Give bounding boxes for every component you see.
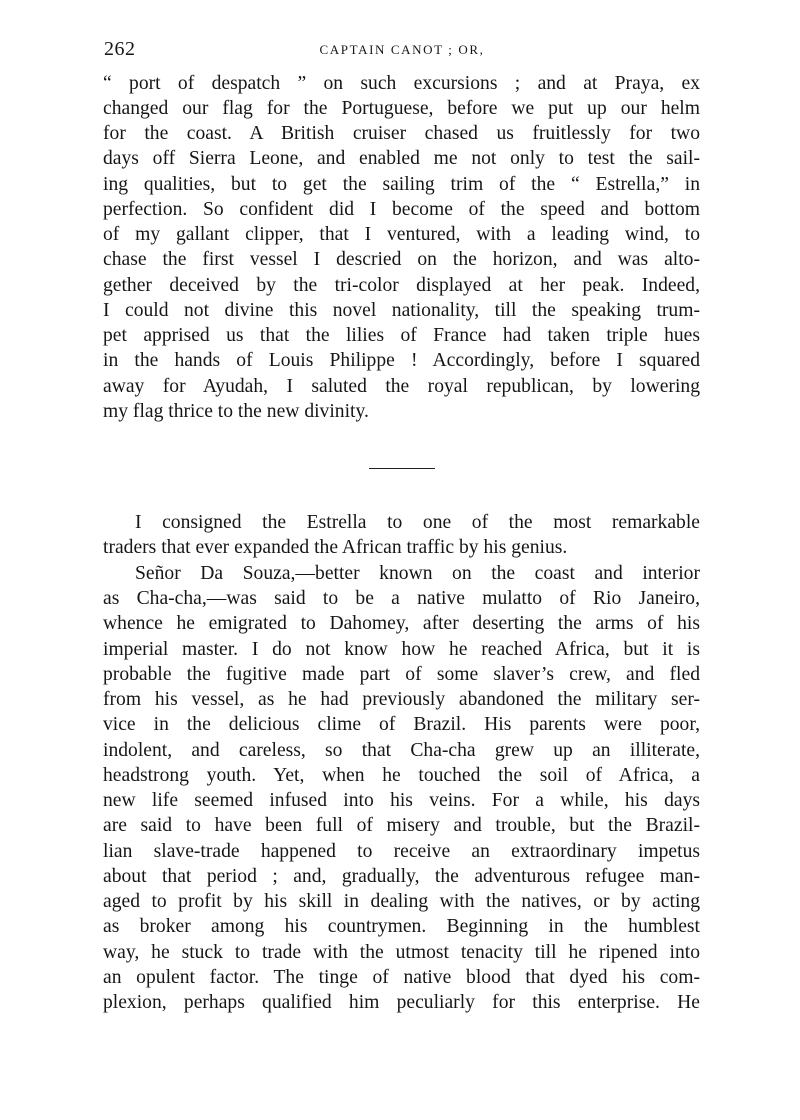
text-line: for the coast. A British cruiser chased us fruitlessly for two	[103, 123, 700, 144]
text-line: as broker among his countrymen. Beginning in the humblest	[103, 916, 700, 937]
text-line: pet apprised us that the lilies of France had taken triple hues	[103, 325, 700, 346]
text-line: of my gallant clipper, that I ventured, with a leading wind, to	[103, 224, 700, 245]
running-title: CAPTAIN CANOT ; OR,	[319, 42, 485, 57]
page-header	[104, 38, 700, 64]
page-number: 262	[104, 38, 136, 60]
text-line: are said to have been full of misery and trouble, but the Brazil-	[103, 815, 700, 836]
text-line: I could not divine this novel nationality, till the speaking trum-	[103, 300, 700, 321]
text-line: indolent, and careless, so that Cha-cha grew up an illiterate,	[103, 740, 700, 761]
text-line: from his vessel, as he had previously abandoned the military ser-	[103, 689, 700, 710]
text-line: imperial master. I do not know how he reached Africa, but it is	[103, 639, 700, 660]
text-line: an opulent factor. The tinge of native blood that dyed his com-	[103, 967, 700, 988]
text-line: changed our flag for the Portuguese, before we put up our helm	[103, 98, 700, 119]
text-line: plexion, perhaps qualified him peculiarly for this enterprise. He	[103, 992, 700, 1013]
text-line: about that period ; and, gradually, the adventurous refugee man-	[103, 866, 700, 887]
text-line: as Cha-cha,—was said to be a native mulatto of Rio Janeiro,	[103, 588, 700, 609]
text-line: gether deceived by the tri-color displayed at her peak. Indeed,	[103, 275, 700, 296]
text-line: whence he emigrated to Dahomey, after deserting the arms of his	[103, 613, 700, 634]
text-line: vice in the delicious clime of Brazil. His parents were poor,	[103, 714, 700, 735]
text-line: days off Sierra Leone, and enabled me not only to test the sail-	[103, 148, 700, 169]
text-line: ing qualities, but to get the sailing trim of the “ Estrella,” in	[103, 174, 700, 195]
text-line: headstrong youth. Yet, when he touched the soil of Africa, a	[103, 765, 700, 786]
text-line: I consigned the Estrella to one of the most remarkable	[135, 512, 700, 533]
text-line: my flag thrice to the new divinity.	[103, 401, 369, 422]
text-line: perfection. So confident did I become of the speed and bottom	[103, 199, 700, 220]
text-line: traders that ever expanded the African traffic by his genius.	[103, 537, 568, 558]
text-line: “ port of despatch ” on such excursions ; and at Praya, ex	[103, 73, 700, 94]
section-divider	[369, 468, 435, 469]
text-line: away for Ayudah, I saluted the royal republican, by lowering	[103, 376, 700, 397]
text-line: chase the first vessel I descried on the horizon, and was alto-	[103, 249, 700, 270]
text-line: new life seemed infused into his veins. For a while, his days	[103, 790, 700, 811]
text-line: in the hands of Louis Philippe ! Accordingly, before I squared	[103, 350, 700, 371]
text-line: probable the fugitive made part of some slaver’s crew, and fled	[103, 664, 700, 685]
text-line: aged to profit by his skill in dealing with the natives, or by acting	[103, 891, 700, 912]
text-line: Señor Da Souza,—better known on the coast and interior	[135, 563, 700, 584]
text-line: way, he stuck to trade with the utmost tenacity till he ripened into	[103, 942, 700, 963]
text-line: lian slave-trade happened to receive an extraordinary impetus	[103, 841, 700, 862]
